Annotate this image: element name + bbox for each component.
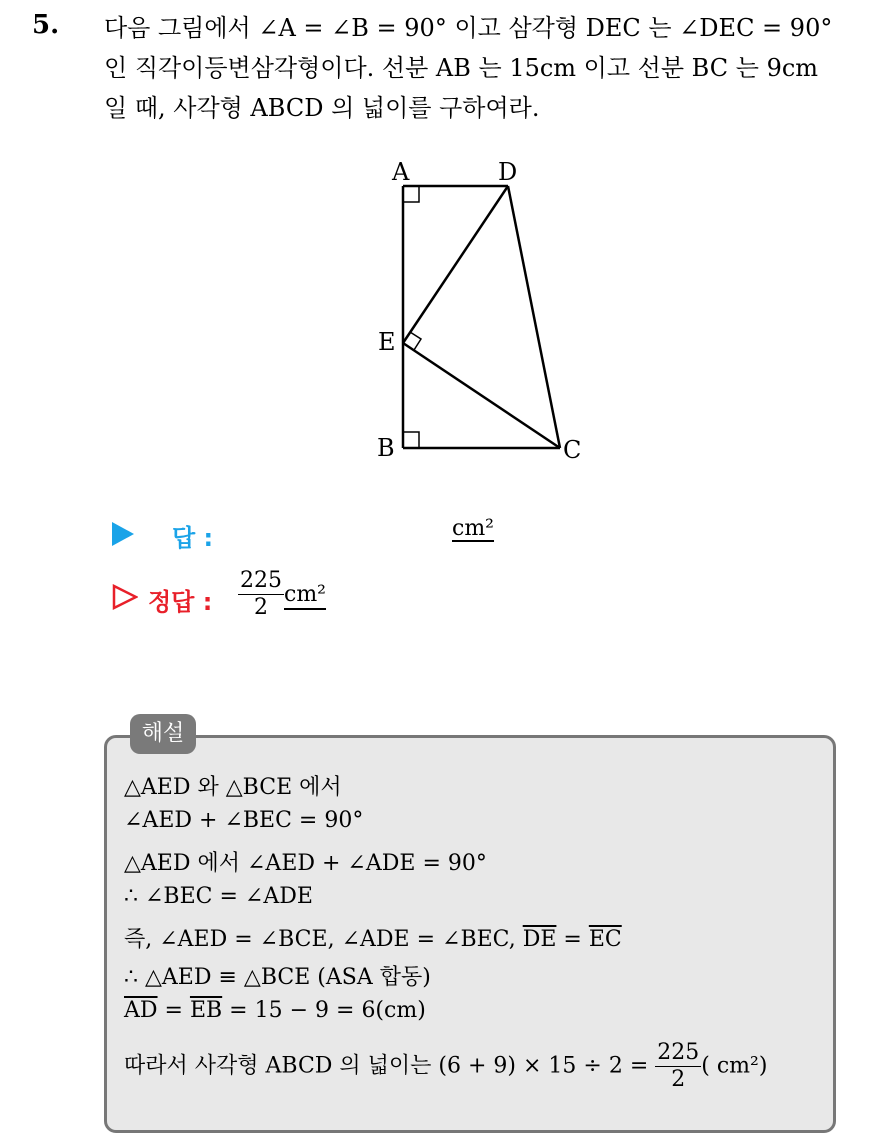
vertex-label-a: A bbox=[392, 158, 410, 186]
segment-ad-overline: $\overline{AD}$ bbox=[124, 998, 158, 1023]
final-unit: ( cm²) bbox=[701, 1053, 768, 1079]
explanation-final-line bbox=[124, 1040, 767, 1093]
segment-dc bbox=[508, 186, 560, 448]
answer-label: 답 : bbox=[172, 524, 214, 552]
correct-answer-unit: cm² bbox=[284, 582, 327, 607]
vertex-label-b: B bbox=[377, 434, 395, 462]
vertex-label-c: C bbox=[563, 436, 582, 464]
play-icon bbox=[112, 522, 134, 546]
segment-de-overline: $\overline{DE}$ bbox=[522, 927, 557, 952]
trapezoid-diagram bbox=[360, 150, 600, 480]
vertex-label-e: E bbox=[378, 328, 396, 356]
hollow-triangle-icon bbox=[112, 584, 138, 610]
explanation-line-7 bbox=[124, 998, 426, 1023]
correct-answer-label: 정답 : bbox=[148, 588, 213, 616]
line7-equals: = bbox=[157, 998, 190, 1023]
geometry-figure bbox=[360, 150, 600, 484]
vertex-label-d: D bbox=[498, 158, 518, 186]
problem-line-3: 일 때, 사각형 ABCD 의 넓이를 구하여라. bbox=[104, 94, 540, 122]
final-numerator: 225 bbox=[657, 1040, 700, 1065]
line5-equals: = bbox=[556, 927, 589, 952]
answer-unit: cm² bbox=[452, 516, 495, 541]
answer-row bbox=[112, 510, 712, 560]
problem-text bbox=[104, 8, 864, 128]
correct-answer-row bbox=[112, 566, 712, 636]
final-prefix: 따라서 사각형 ABCD 의 넓이는 (6 + 9) × 15 ÷ 2 = bbox=[124, 1053, 656, 1079]
explanation-line-1: △AED 와 △BCE 에서 bbox=[124, 775, 342, 800]
explanation-tag: 해설 bbox=[130, 714, 196, 754]
line7-rest: = 15 − 9 = 6(cm) bbox=[222, 998, 426, 1023]
segment-ed bbox=[403, 186, 508, 343]
segment-ec bbox=[403, 343, 560, 448]
segment-ec-overline: $\overline{EC}$ bbox=[588, 927, 622, 952]
problem-line-1: 다음 그림에서 ∠A = ∠B = 90° 이고 삼각형 DEC 는 ∠DEC = 90° bbox=[104, 14, 833, 42]
line5-prefix: 즉, ∠AED = ∠BCE, ∠ADE = ∠BEC, bbox=[124, 927, 523, 952]
right-angle-mark-a bbox=[403, 186, 419, 202]
problem-number: 5. bbox=[32, 10, 60, 40]
correct-answer-fraction bbox=[238, 568, 284, 621]
explanation-line-4: ∴ ∠BEC = ∠ADE bbox=[124, 884, 313, 909]
segment-eb-overline: $\overline{EB}$ bbox=[189, 998, 223, 1023]
right-angle-mark-b bbox=[403, 432, 419, 448]
fraction-numerator: 225 bbox=[240, 568, 282, 593]
explanation-line-6: ∴ △AED ≡ △BCE (ASA 합동) bbox=[124, 965, 431, 990]
fraction-denominator: 2 bbox=[254, 595, 268, 620]
explanation-line-3: △AED 에서 ∠AED + ∠ADE = 90° bbox=[124, 851, 487, 876]
final-fraction bbox=[655, 1040, 701, 1093]
problem-line-2: 인 직각이등변삼각형이다. 선분 AB 는 15cm 이고 선분 BC 는 9cm bbox=[104, 54, 819, 82]
explanation-line-2: ∠AED + ∠BEC = 90° bbox=[124, 808, 364, 833]
explanation-line-5 bbox=[124, 922, 622, 953]
final-denominator: 2 bbox=[671, 1067, 686, 1092]
